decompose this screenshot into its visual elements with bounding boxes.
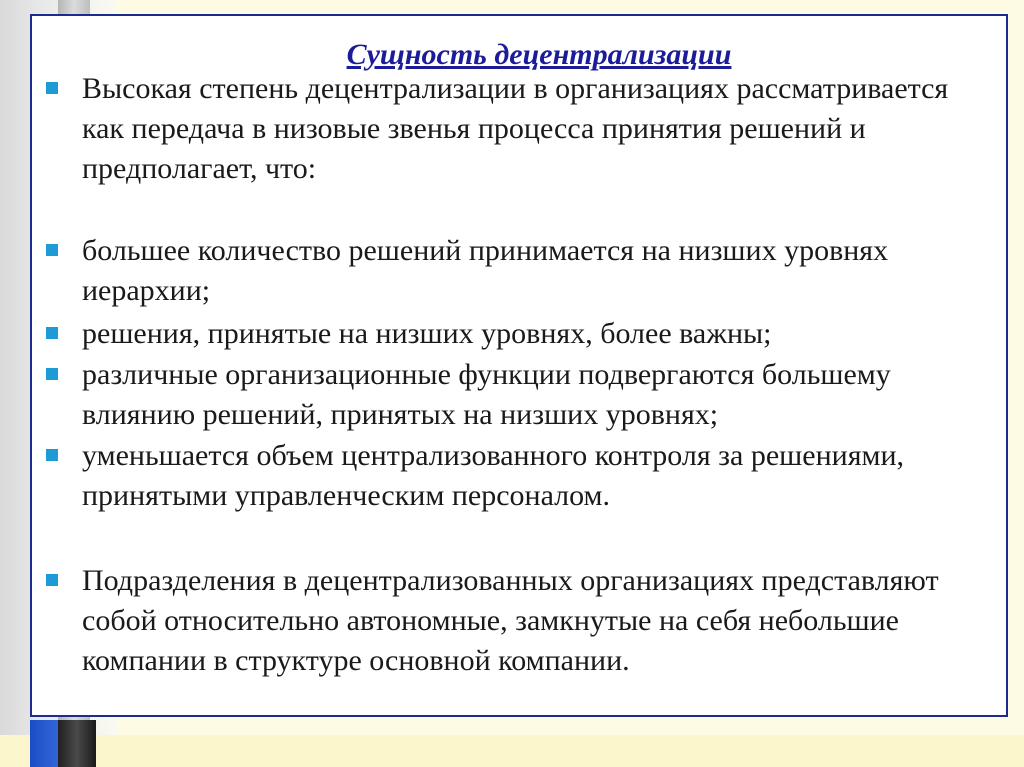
square-bullet-icon (46, 82, 58, 94)
square-bullet-icon (46, 368, 58, 380)
bullet-text: различные организационные функции подвергаются большему влиянию решений, принятых на низших уровнях; (82, 358, 891, 431)
bullet-text: решения, принятые на низших уровнях, более важны; (82, 317, 772, 350)
bullet-item (82, 355, 982, 435)
square-bullet-icon (46, 244, 58, 256)
bullet-text: большее количество решений принимается на низших уровнях иерархии; (82, 234, 889, 307)
bullet-text: уменьшается объем централизованного контроля за решениями, принятыми управленческим персоналом. (82, 439, 905, 512)
square-bullet-icon (46, 574, 58, 586)
dark-decorative-tip (58, 720, 96, 767)
square-bullet-icon (46, 327, 58, 339)
slide-panel (30, 14, 1008, 717)
bullet-text: Высокая степень децентрализации в организациях рассматривается как передача в низовые звенья процесса принятия решений и предполагает, что: (82, 72, 949, 185)
bullet-item (82, 231, 982, 311)
bullet-item (82, 69, 982, 189)
bullet-item (82, 436, 982, 516)
bullet-item (82, 314, 982, 354)
bottom-decorative-band (0, 735, 1024, 767)
bullet-item (82, 561, 982, 681)
bullet-text: Подразделения в децентрализованных организациях представляют собой относительно автономные, замкнутые на себя небольшие компании в структуре основной компании. (82, 564, 939, 677)
square-bullet-icon (46, 449, 58, 461)
slide-title: Сущность децентрализации (346, 38, 732, 71)
